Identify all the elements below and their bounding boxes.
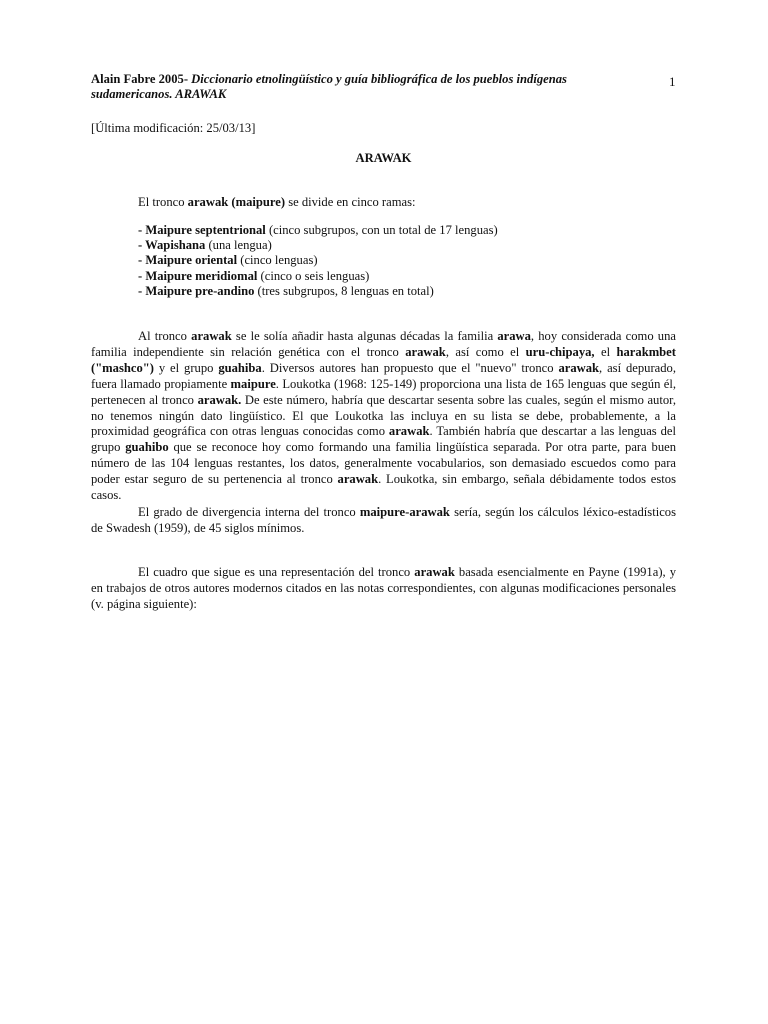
list-item bbox=[138, 223, 498, 238]
list-item bbox=[138, 238, 498, 253]
document-title: ARAWAK bbox=[355, 151, 412, 165]
header-title: Diccionario etnolingüístico y guía bibliográfica de los pueblos indígenas bbox=[188, 72, 567, 86]
last-modified: [Última modificación: 25/03/13] bbox=[91, 121, 256, 135]
branch-name: - Maipure meridiomal bbox=[138, 268, 258, 283]
branch-list bbox=[138, 223, 498, 299]
branch-desc: (cinco subgrupos, con un total de 17 lenguas) bbox=[265, 223, 498, 237]
branch-desc: (una lengua) bbox=[205, 238, 272, 253]
intro-term: arawak (maipure) bbox=[187, 195, 286, 209]
branch-desc: (cinco lenguas) bbox=[237, 253, 318, 268]
intro-text: El tronco bbox=[138, 195, 188, 209]
branch-name: - Maipure septentrional bbox=[138, 223, 266, 237]
header-title-cont: sudamericanos. ARAWAK bbox=[91, 87, 227, 101]
intro-sentence bbox=[138, 195, 416, 210]
page-number: 1 bbox=[669, 74, 676, 89]
paragraph-3: El cuadro que sigue es una representación del tronco arawak basada esencialmente en Payne (1991a), y en trabajos de otros autores modernos citados en las notas correspondientes, con algunas modificaciones personales (v. página siguiente): bbox=[91, 565, 676, 611]
paragraph-2: El grado de divergencia interna del tronco maipure-arawak sería, según los cálculos léxico-estadísticos de Swadesh (1959), de 45 siglos mínimos. bbox=[91, 505, 676, 535]
branch-desc: (cinco o seis lenguas) bbox=[257, 268, 370, 283]
running-header bbox=[91, 72, 651, 102]
list-item bbox=[138, 284, 498, 299]
intro-text-end: se divide en cinco ramas: bbox=[285, 195, 416, 209]
branch-name: - Maipure pre-andino bbox=[138, 283, 255, 298]
list-item bbox=[138, 269, 498, 284]
branch-name: - Wapishana bbox=[138, 238, 206, 253]
paragraph-1: Al tronco arawak se le solía añadir hasta algunas décadas la familia arawa, hoy considerada como una familia independiente sin relación genética con el tronco arawak, así como el uru-chipaya, el harakmbet ("mashco") y el grupo guahiba. Diversos autores han propuesto que el "nuevo" tronco arawak, así depurado, fuera llamado propiamente maipure. Loukotka (1968: 125-149) proporciona una lista de 165 lenguas que según él, pertenecen al tronco arawak. De este número, habría que descartar sesenta sobre las cuales, según el mismo autor, no tenemos ningún dato lingüístico. El que Loukotka las incluya en su lista se debe, probablemente, a la proximidad geográfica con otras lenguas conocidas como arawak. También habría que descartar a las lenguas del grupo guahibo que se reconoce hoy como formando una familia lingüística separada. Por otra parte, para buen número de las 104 lenguas restantes, los datos, generalmente vocabularios, son demasiado escuedos como para poder estar seguro de su pertenencia al tronco arawak. Loukotka, sin embargo, señala débidamente todos estos casos. bbox=[91, 329, 677, 503]
branch-name: - Maipure oriental bbox=[138, 253, 238, 268]
branch-desc: (tres subgrupos, 8 lenguas en total) bbox=[254, 283, 434, 298]
header-author: Alain Fabre 2005- bbox=[91, 72, 189, 86]
list-item bbox=[138, 253, 498, 268]
